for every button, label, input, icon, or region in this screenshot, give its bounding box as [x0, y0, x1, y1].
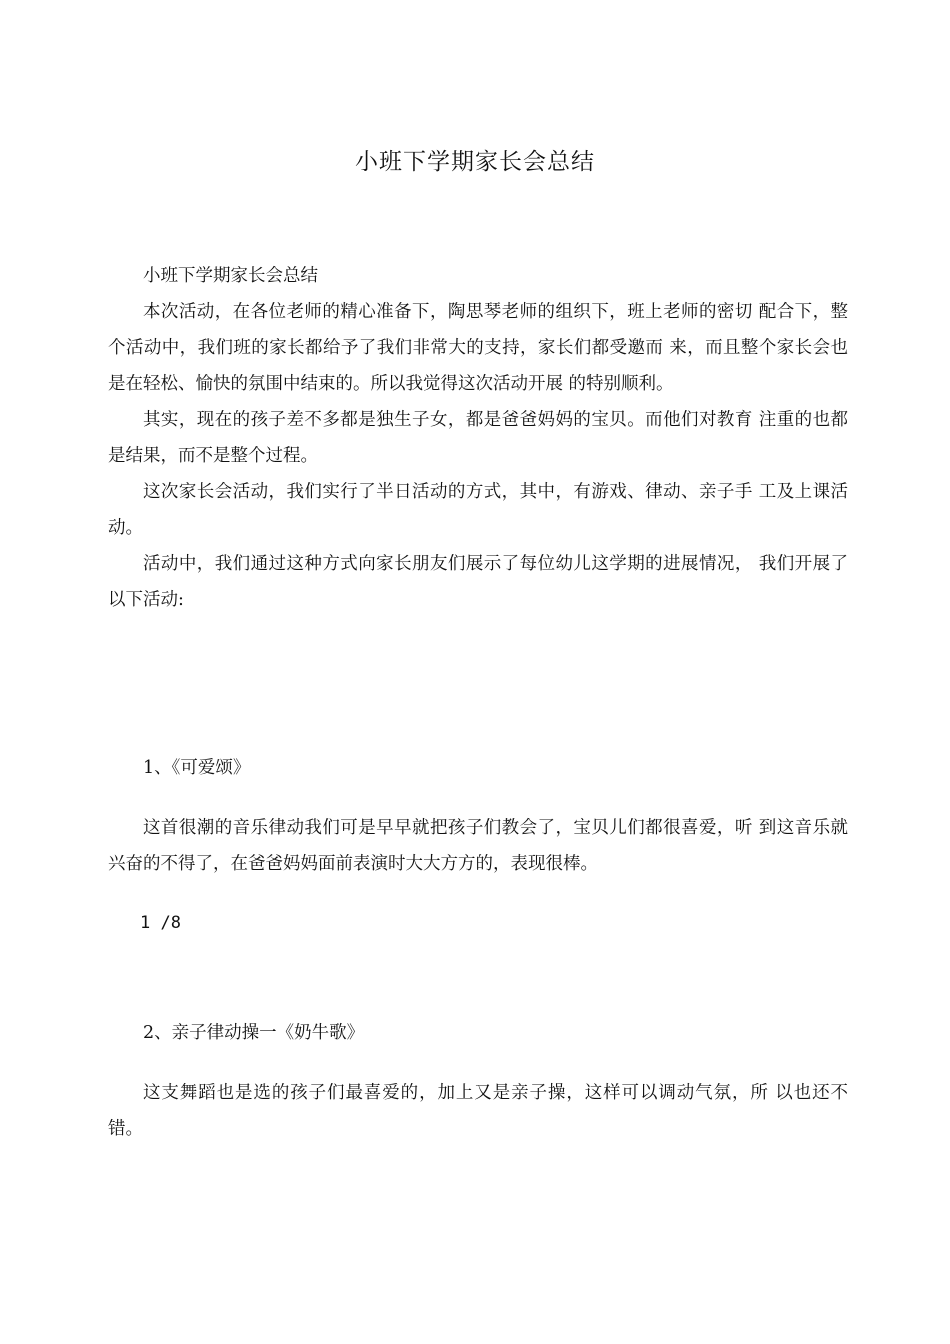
item1-heading-block — [108, 750, 848, 786]
item1-text: 这首很潮的音乐律动我们可是早早就把孩子们教会了，宝贝儿们都很喜爱，听 到这音乐就兴奋的不得了，在爸爸妈妈面前表演时大大方方的，表现很棒。 — [108, 818, 848, 874]
page-number: 1 /8 — [140, 913, 181, 933]
item1-text-block — [108, 810, 848, 882]
item2-heading-block — [108, 1015, 848, 1051]
item1-heading: 1、《可爱颂》 — [143, 758, 251, 778]
paragraph-children-context: 其实，现在的孩子差不多都是独生子女，都是爸爸妈妈的宝贝。而他们对教育 注重的也都是结果，而不是整个过程。 — [108, 410, 848, 466]
paragraph-subtitle: 小班下学期家长会总结 — [143, 266, 318, 286]
paragraph-activity-format: 这次家长会活动，我们实行了半日活动的方式，其中，有游戏、律动、亲子手 工及上课活动。 — [108, 482, 848, 538]
intro-section — [108, 258, 848, 618]
item2-text-block — [108, 1075, 848, 1147]
document-title: 小班下学期家长会总结 — [355, 149, 595, 175]
item2-text: 这支舞蹈也是选的孩子们最喜爱的，加上又是亲子操，这样可以调动气氛，所 以也还不错。 — [108, 1083, 848, 1139]
paragraph-activity-list-intro: 活动中，我们通过这种方式向家长朋友们展示了每位幼儿这学期的进展情况， 我们开展了以下活动: — [108, 554, 848, 610]
item2-heading: 2、亲子律动操一《奶牛歌》 — [143, 1023, 365, 1043]
paragraph-activity-overview: 本次活动，在各位老师的精心准备下，陶思琴老师的组织下，班上老师的密切 配合下，整个活动中，我们班的家长都给予了我们非常大的支持，家长们都受邀而 来，而且整个家长会也是在轻松、愉快的氛围中结束的。所以我觉得这次活动开展 的特别顺利。 — [108, 302, 848, 394]
